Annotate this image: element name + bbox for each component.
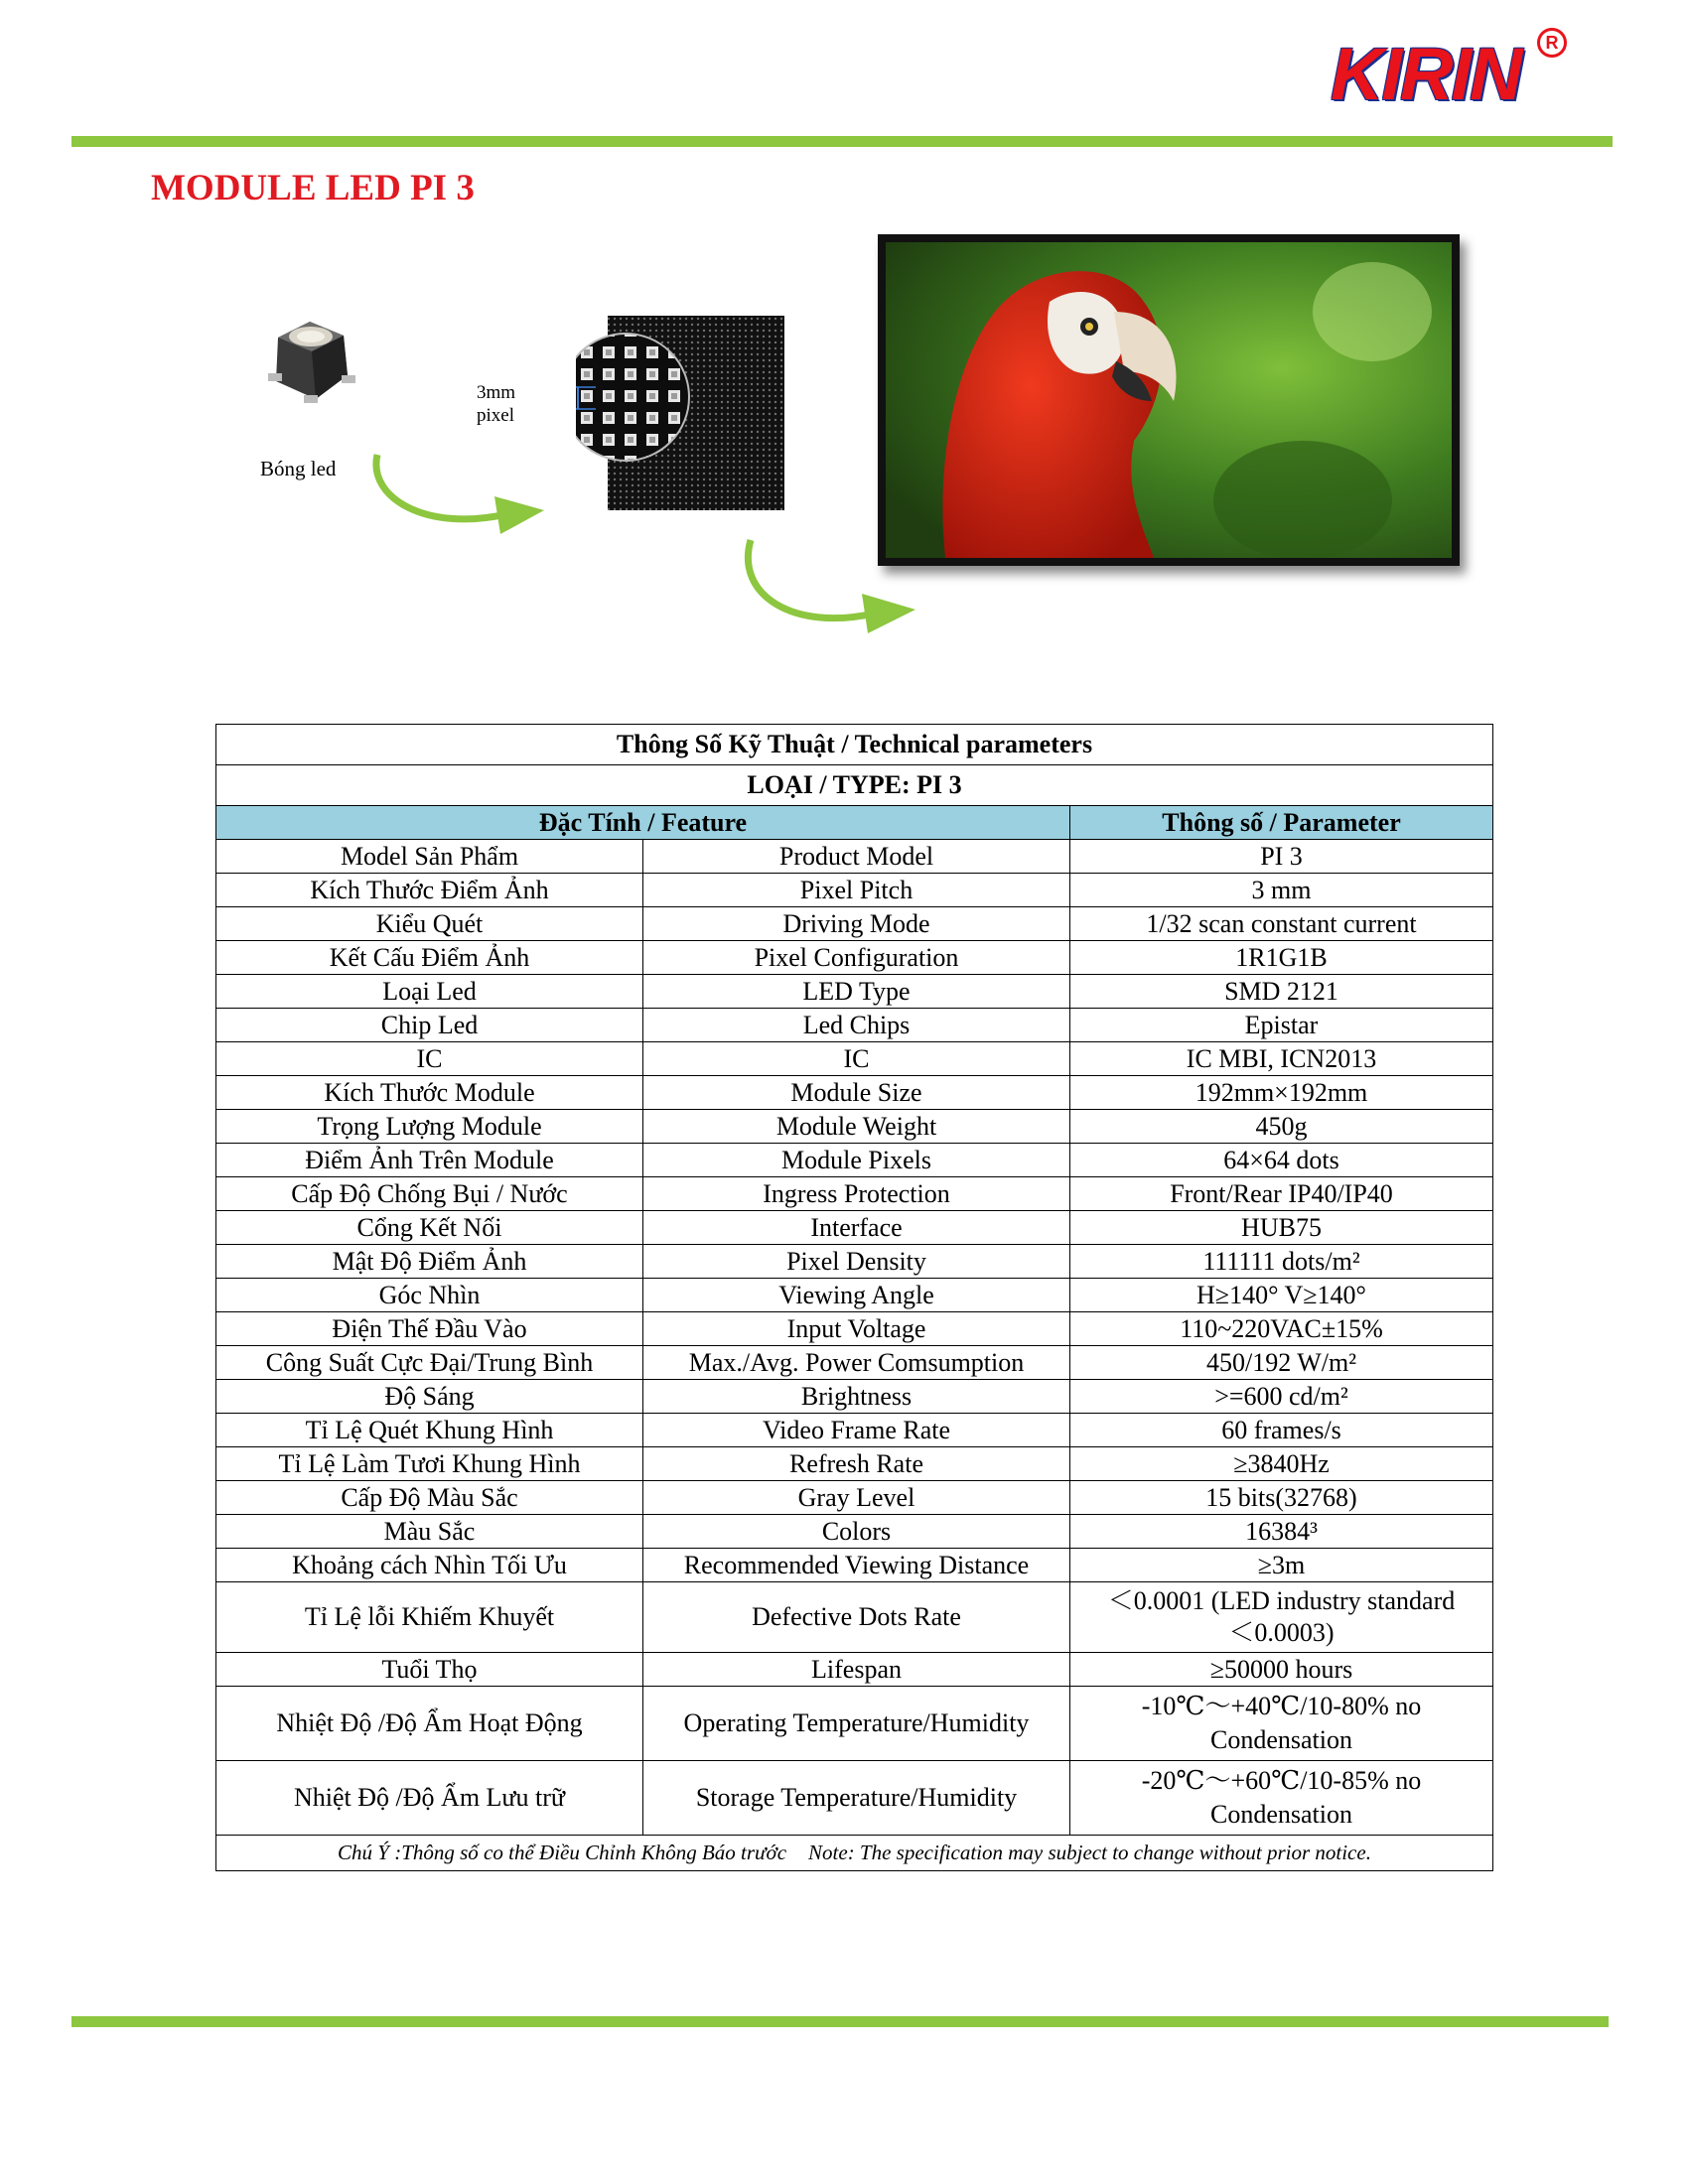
feature-vi: Khoảng cách Nhìn Tối Ưu [216,1549,643,1582]
feature-vi: Tỉ Lệ lỗi Khiếm Khuyết [216,1582,643,1653]
feature-vi: Màu Sắc [216,1515,643,1549]
pixel-label-line1: 3mm [477,382,516,403]
feature-en: Storage Temperature/Humidity [643,1761,1070,1836]
table-row [216,1312,1493,1346]
table-row [216,1211,1493,1245]
led-module-image [576,298,804,526]
feature-vi: Cổng Kết Nối [216,1211,643,1245]
feature-vi: Kết Cấu Điểm Ảnh [216,941,643,975]
parameter-value [1070,1761,1493,1836]
feature-en: Refresh Rate [643,1447,1070,1481]
feature-vi: Tuổi Thọ [216,1653,643,1687]
table-row [216,1245,1493,1279]
page-title: MODULE LED PI 3 [151,168,475,208]
pixel-label-line2: pixel [477,405,514,426]
parameter-value: >=600 cd/m² [1070,1380,1493,1414]
parameter-value: H≥140° V≥140° [1070,1279,1493,1312]
registered-mark-icon: R [1537,28,1567,58]
table-row [216,1687,1493,1761]
parameter-value: SMD 2121 [1070,975,1493,1009]
feature-vi: Cấp Độ Chống Bụi / Nước [216,1177,643,1211]
feature-vi: Nhiệt Độ /Độ Ẩm Hoạt Động [216,1687,643,1761]
parameter-value: 64×64 dots [1070,1144,1493,1177]
parameter-value: 192mm×192mm [1070,1076,1493,1110]
feature-vi: Tỉ Lệ Làm Tươi Khung Hình [216,1447,643,1481]
feature-en: Pixel Density [643,1245,1070,1279]
note-vi: Chú Ý :Thông số co thể Điều Chỉnh Không Báo trước [338,1841,787,1864]
parameter-value-line1: -20℃～+60℃/10-85% no [1141,1766,1422,1795]
feature-header: Đặc Tính / Feature [216,806,1070,840]
feature-vi: Góc Nhìn [216,1279,643,1312]
table-title: Thông Số Kỹ Thuật / Technical parameters [216,725,1493,765]
feature-en: Operating Temperature/Humidity [643,1687,1070,1761]
feature-vi: Tỉ Lệ Quét Khung Hình [216,1414,643,1447]
parameter-value: 60 frames/s [1070,1414,1493,1447]
table-row [216,1481,1493,1515]
feature-en: Product Model [643,840,1070,874]
logo-text: KIRIN [1331,33,1521,115]
feature-en: Lifespan [643,1653,1070,1687]
table-row [216,840,1493,874]
feature-en: Gray Level [643,1481,1070,1515]
curved-arrow-icon [367,449,566,538]
feature-vi: Điện Thế Đầu Vào [216,1312,643,1346]
table-row [216,975,1493,1009]
feature-vi: Độ Sáng [216,1380,643,1414]
parameter-value: 1R1G1B [1070,941,1493,975]
parameter-header: Thông số / Parameter [1070,806,1493,840]
feature-en: Pixel Pitch [643,874,1070,907]
parameter-value: HUB75 [1070,1211,1493,1245]
feature-en: Recommended Viewing Distance [643,1549,1070,1582]
parameter-value: 450g [1070,1110,1493,1144]
feature-en: Defective Dots Rate [643,1582,1070,1653]
parameter-value: Epistar [1070,1009,1493,1042]
feature-vi: Điểm Ảnh Trên Module [216,1144,643,1177]
table-row [216,1346,1493,1380]
table-row [216,941,1493,975]
feature-vi: IC [216,1042,643,1076]
feature-vi: Kích Thước Điểm Ảnh [216,874,643,907]
feature-en: Viewing Angle [643,1279,1070,1312]
table-row [216,1761,1493,1836]
parameter-value: 110~220VAC±15% [1070,1312,1493,1346]
type-row [216,765,1493,806]
column-header-row [216,806,1493,840]
table-row [216,1515,1493,1549]
table-row [216,1177,1493,1211]
parameter-value [1070,1582,1493,1653]
parameter-value [1070,1687,1493,1761]
parameter-value: 3 mm [1070,874,1493,907]
table-row [216,1042,1493,1076]
feature-en: Colors [643,1515,1070,1549]
feature-vi: Trọng Lượng Module [216,1110,643,1144]
feature-en: Driving Mode [643,907,1070,941]
parameter-value: 450/192 W/m² [1070,1346,1493,1380]
parameter-value: Front/Rear IP40/IP40 [1070,1177,1493,1211]
feature-en: Ingress Protection [643,1177,1070,1211]
feature-vi: Nhiệt Độ /Độ Ẩm Lưu trữ [216,1761,643,1836]
table-row [216,1110,1493,1144]
table-title-row [216,725,1493,765]
feature-en: Max./Avg. Power Comsumption [643,1346,1070,1380]
pixel-label [477,381,515,427]
table-row [216,1653,1493,1687]
feature-vi: Kích Thước Module [216,1076,643,1110]
table-row [216,1279,1493,1312]
table-row [216,1144,1493,1177]
parameter-value: IC MBI, ICN2013 [1070,1042,1493,1076]
table-row [216,1076,1493,1110]
parameter-value: ≥3m [1070,1549,1493,1582]
feature-en: Module Size [643,1076,1070,1110]
feature-vi: Chip Led [216,1009,643,1042]
note-en: Note: The specification may subject to change without prior notice. [808,1841,1371,1864]
parameter-value-line2: ＜0.0003) [1228,1618,1335,1647]
parameter-value: ≥50000 hours [1070,1653,1493,1687]
note-row [216,1836,1493,1871]
feature-en: LED Type [643,975,1070,1009]
table-row [216,1380,1493,1414]
feature-en: Pixel Configuration [643,941,1070,975]
feature-vi: Loại Led [216,975,643,1009]
type-label: LOẠI / TYPE: PI 3 [216,765,1493,806]
kirin-logo [1331,28,1579,115]
parameter-value: 16384³ [1070,1515,1493,1549]
feature-en: Brightness [643,1380,1070,1414]
parameter-value-line1: -10℃～+40℃/10-80% no [1141,1692,1422,1720]
led-chip-image [260,316,359,407]
feature-vi: Model Sản Phẩm [216,840,643,874]
table-row [216,1582,1493,1653]
table-row [216,1009,1493,1042]
parameter-value: 1/32 scan constant current [1070,907,1493,941]
feature-vi: Công Suất Cực Đại/Trung Bình [216,1346,643,1380]
feature-vi: Cấp Độ Màu Sắc [216,1481,643,1515]
feature-en: Input Voltage [643,1312,1070,1346]
feature-en: Led Chips [643,1009,1070,1042]
top-green-rule [71,136,1613,147]
bottom-green-rule [71,2016,1609,2027]
table-row [216,907,1493,941]
parameter-value-line2: Condensation [1210,1725,1352,1754]
technical-parameters-table [215,724,1493,1871]
note [216,1836,1493,1871]
feature-vi: Mật Độ Điểm Ảnh [216,1245,643,1279]
table-row [216,874,1493,907]
feature-vi: Kiểu Quét [216,907,643,941]
feature-en: Interface [643,1211,1070,1245]
parameter-value: 111111 dots/m² [1070,1245,1493,1279]
table-row [216,1447,1493,1481]
led-label: Bóng led [260,457,337,480]
parameter-value-line1: ＜0.0001 (LED industry standard [1107,1586,1456,1615]
parameter-value: ≥3840Hz [1070,1447,1493,1481]
feature-en: Video Frame Rate [643,1414,1070,1447]
parameter-value-line2: Condensation [1210,1800,1352,1829]
table-row [216,1549,1493,1582]
feature-en: Module Weight [643,1110,1070,1144]
table-row [216,1414,1493,1447]
led-screen-parrot-image [878,234,1460,566]
parameter-value: 15 bits(32768) [1070,1481,1493,1515]
feature-en: Module Pixels [643,1144,1070,1177]
feature-en: IC [643,1042,1070,1076]
parameter-value: PI 3 [1070,840,1493,874]
